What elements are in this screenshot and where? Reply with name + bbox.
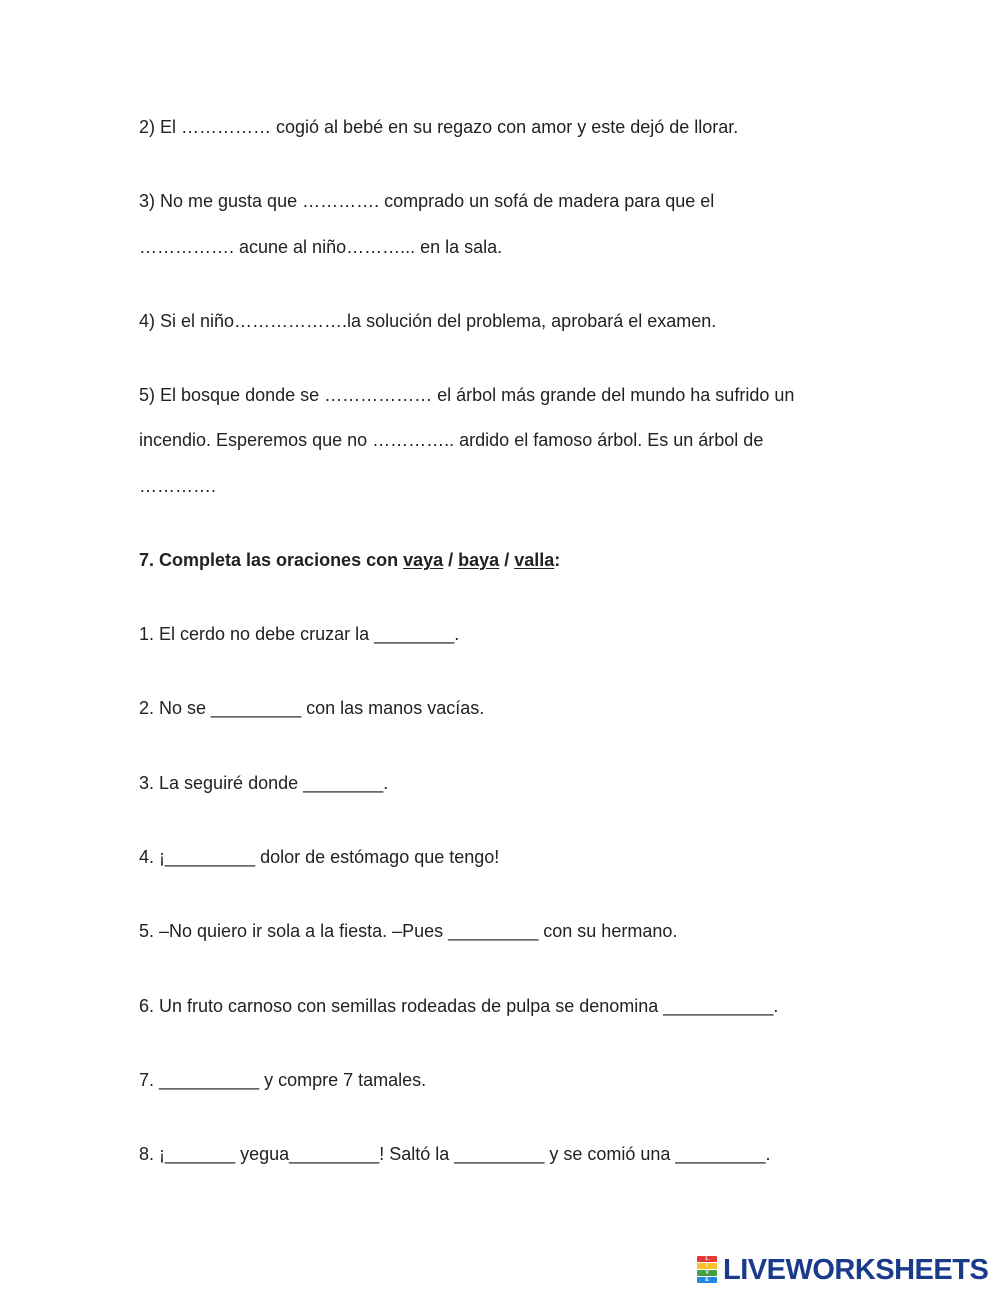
exercise-item-7: 7. __________ y compre 7 tamales.	[139, 1070, 427, 1090]
logo-text: LIVEWORKSHEETS	[723, 1253, 989, 1286]
heading-word-baya: baya	[458, 550, 500, 570]
text-line-1: 2) El …………… cogió al bebé en su regazo con amor y este dejó de llorar.	[139, 117, 739, 137]
logo-badge-letter: L	[697, 1256, 717, 1262]
text-line-4: 4) Si el niño……………….la solución del problema, aprobará el examen.	[139, 311, 717, 331]
logo-badge-letter: E	[697, 1277, 717, 1283]
heading-prefix: 7. Completa las oraciones con	[139, 550, 404, 570]
text-line-7: ………….	[139, 476, 217, 496]
exercise-item-3: 3. La seguiré donde ________.	[139, 773, 389, 793]
exercise-item-6: 6. Un fruto carnoso con semillas rodeadas de pulpa se denomina ___________.	[139, 996, 779, 1016]
exercise-item-4: 4. ¡_________ dolor de estómago que tengo!	[139, 847, 500, 867]
text-line-6: incendio. Esperemos que no ………….. ardido el famoso árbol. Es un árbol de	[139, 430, 764, 450]
heading-separator: /	[443, 550, 459, 570]
exercise-item-1: 1. El cerdo no debe cruzar la ________.	[139, 624, 460, 644]
heading-word-vaya: vaya	[403, 550, 444, 570]
heading-word-valla: valla	[514, 550, 555, 570]
logo-badge-icon	[697, 1256, 721, 1284]
exercise-item-2: 2. No se _________ con las manos vacías.	[139, 698, 485, 718]
exercise-heading	[139, 549, 560, 571]
liveworksheets-logo[interactable]	[697, 1254, 988, 1286]
logo-badge-letter: I	[697, 1263, 717, 1269]
heading-separator: /	[499, 550, 515, 570]
heading-suffix: :	[554, 550, 561, 570]
text-line-3: ……………. acune al niño………... en la sala.	[139, 237, 503, 257]
logo-badge-letter: V	[697, 1270, 717, 1276]
exercise-item-5: 5. –No quiero ir sola a la fiesta. –Pues _________ con su hermano.	[139, 921, 678, 941]
text-line-2: 3) No me gusta que …………. comprado un sofá de madera para que el	[139, 191, 715, 211]
exercise-item-8: 8. ¡_______ yegua_________! Saltó la _________ y se comió una _________.	[139, 1144, 771, 1164]
text-line-5: 5) El bosque donde se ……………… el árbol más grande del mundo ha sufrido un	[139, 385, 795, 405]
